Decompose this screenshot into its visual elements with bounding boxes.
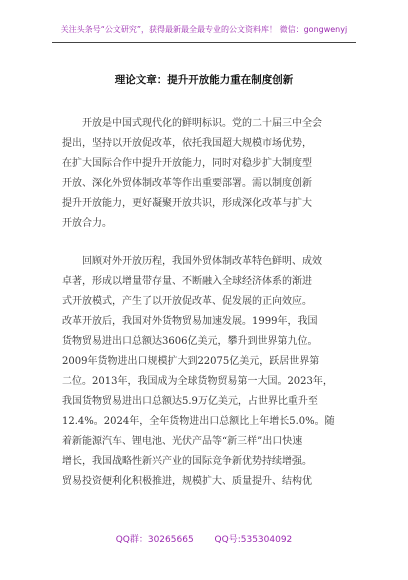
text-line: 改革开放后，我国对外货物贸易加速发展。1999年，我国 [62, 316, 318, 327]
text-line: 提出，坚持以开放促改革，依托我国超大规模市场优势， [62, 138, 312, 149]
text-line: 二位。2013年，我国成为全球货物贸易第一大国。2023年， [62, 376, 333, 387]
footer-qq-number: QQ号:535304092 [214, 535, 293, 545]
text-line: 货物贸易进出口总额达3606亿美元，攀升到世界第九位。 [62, 336, 318, 347]
page-header-banner: 关注头条号“公文研究”，获得最新最全最专业的公文资料库！ 微信：gongwenyj [60, 25, 348, 34]
text-line: 我国货物贸易进出口总额达5.9万亿美元，占世界比重升至 [62, 396, 318, 407]
text-line: 着新能源汽车、锂电池、光伏产品等“新三样”出口快速 [62, 436, 303, 447]
text-line: 贸易投资便利化积极推进，规模扩大、质量提升、结构优 [62, 476, 312, 487]
text-line: 式开放模式，产生了以开放促改革、促发展的正向效应。 [62, 296, 312, 307]
footer-qq-group: QQ群：30265665 [115, 535, 194, 545]
text-line: 开放是中国式现代化的鲜明标识。党的二十届三中全会 [62, 118, 322, 129]
text-line: 开放合力。 [62, 218, 112, 229]
text-line: 开放、深化外贸体制改革等作出重要部署。需以制度创新 [62, 178, 312, 189]
text-line: 增长，我国战略性新兴产业的国际竞争新优势持续增强。 [62, 456, 312, 467]
text-line: 12.4%。2024年，全年货物进出口总额比上年增长5.0%。随 [62, 416, 335, 427]
text-line: 回顾对外开放历程，我国外贸体制改革特色鲜明、成效 [62, 256, 322, 267]
text-line: 在扩大国际合作中提升开放能力，同时对稳步扩大制度型 [62, 158, 312, 169]
paragraph-2 [62, 252, 346, 492]
header-divider [52, 42, 356, 43]
page-footer [0, 532, 408, 545]
text-line: 卓著，形成以增量带存量、不断融入全球经济体系的渐进 [62, 276, 312, 287]
text-line: 提升开放能力，更好凝聚开放共识，形成深化改革与扩大 [62, 198, 312, 209]
paragraph-1 [62, 114, 346, 234]
document-title: 理论文章：提升开放能力重在制度创新 [114, 74, 294, 86]
text-line: 2009年货物进出口规模扩大到22075亿美元，跃居世界第 [62, 356, 320, 367]
